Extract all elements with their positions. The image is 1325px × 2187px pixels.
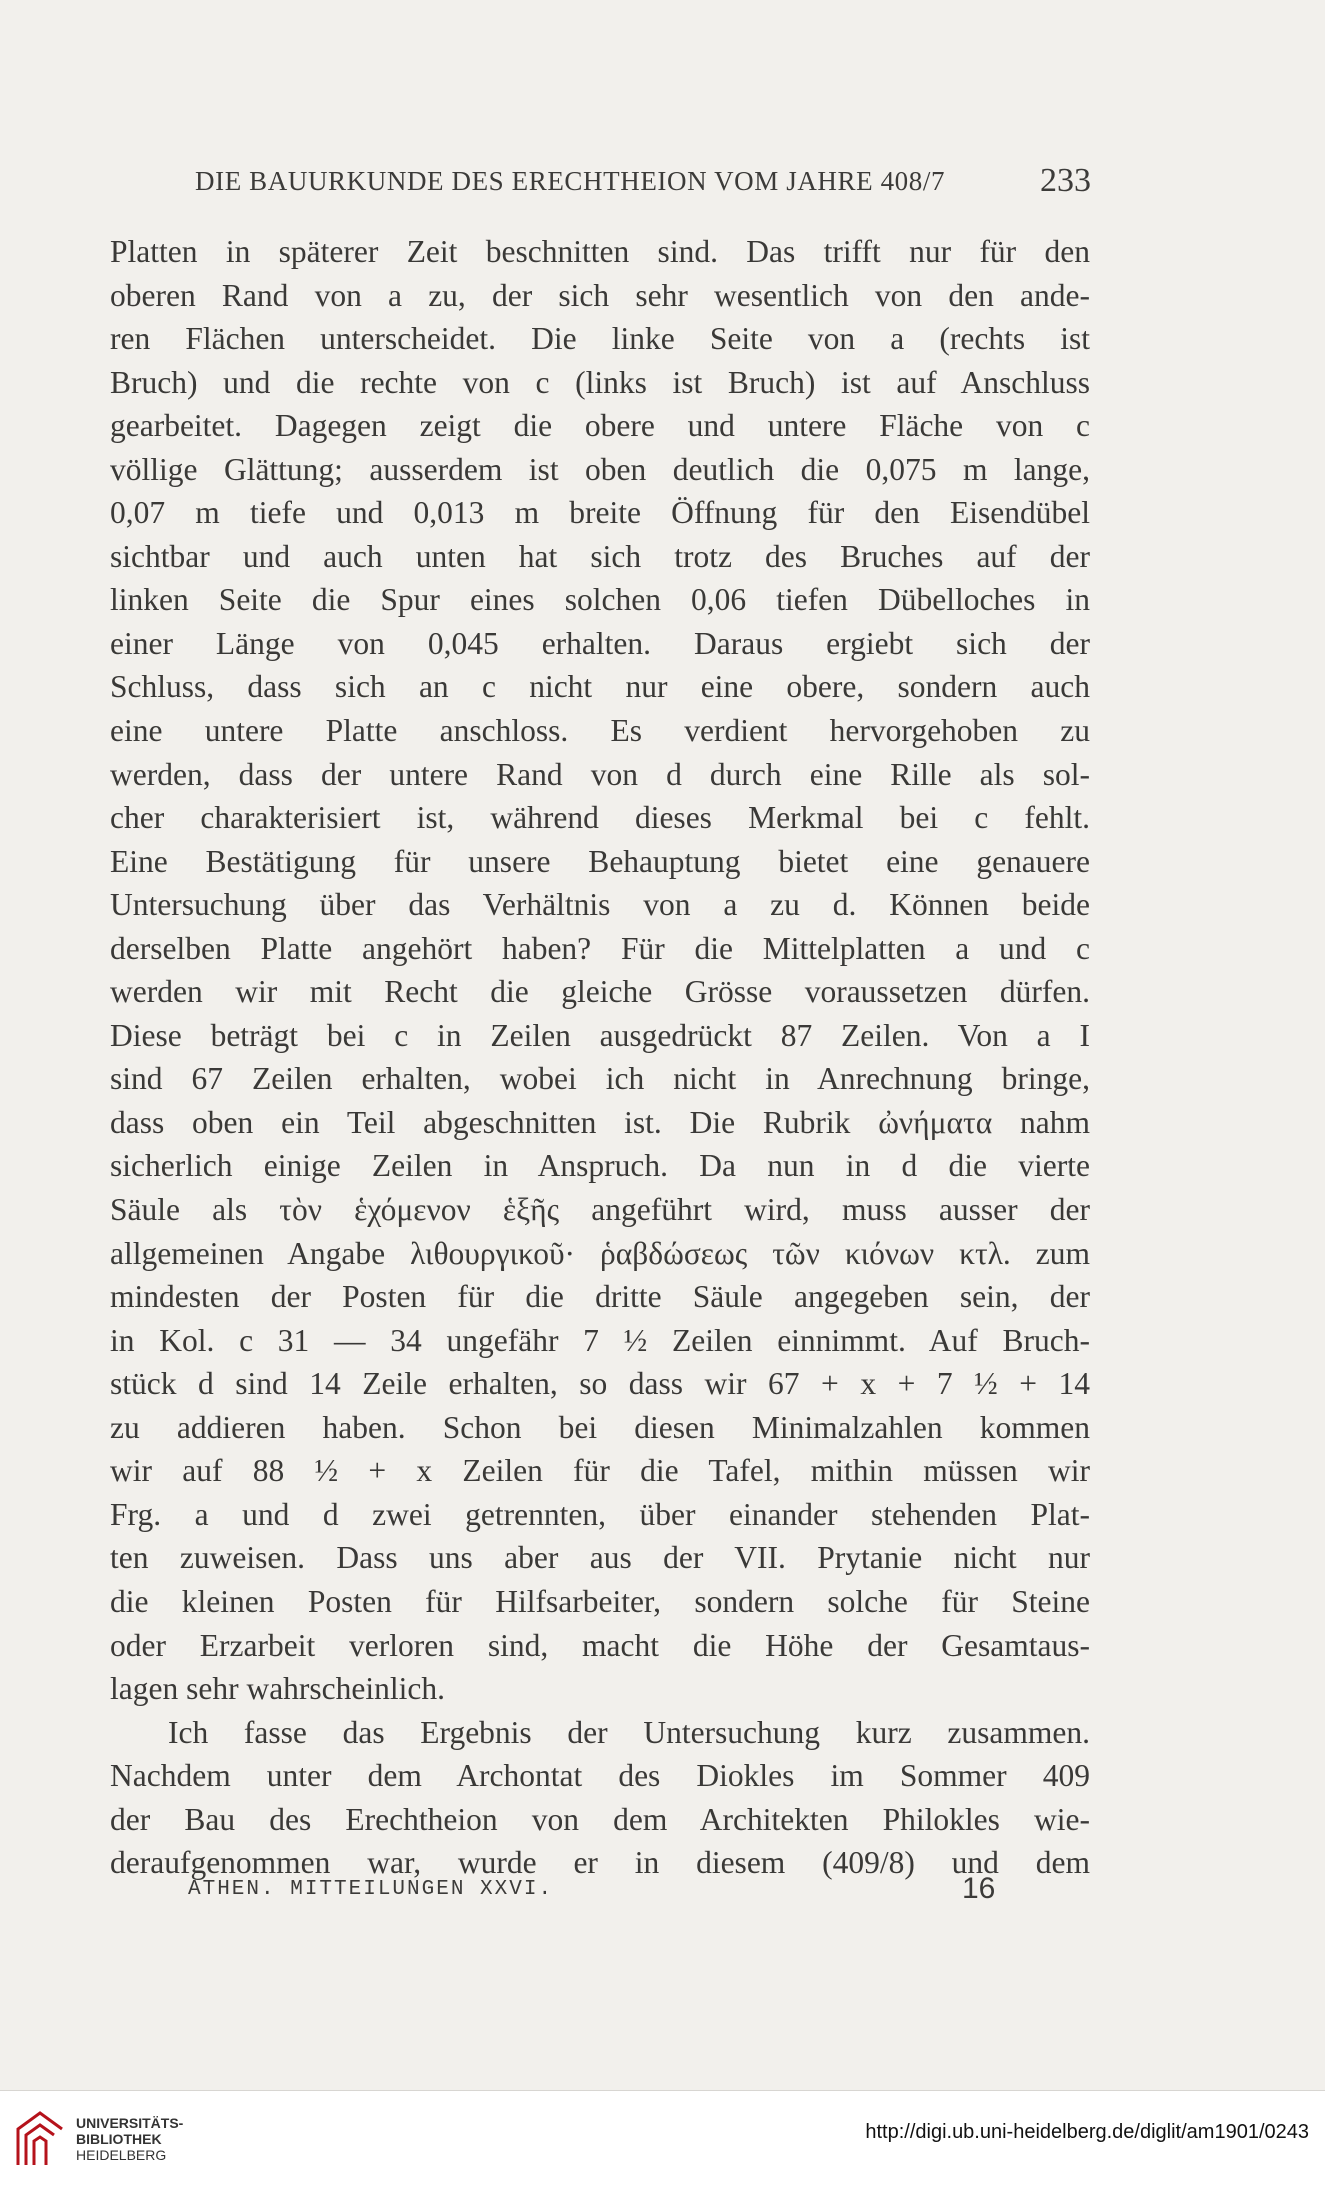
library-name-line2: BIBLIOTHEK bbox=[76, 2131, 162, 2147]
running-title: DIE BAUURKUNDE DES ERECHTHEION VOM JAHRE 408/7 bbox=[195, 166, 946, 196]
text-line: Säule als τὸν ἑχόμενον ἑξῆς angeführt wird, muss ausser der bbox=[110, 1192, 1090, 1228]
text-line: deraufgenommen war, wurde er in diesem (409/8) und dem bbox=[110, 1845, 1090, 1881]
signature-mark: 16 bbox=[962, 1872, 996, 1905]
text-line: derselben Platte angehört haben? Für die Mittelplatten a und c bbox=[110, 930, 1090, 966]
text-line: allgemeinen Angabe λιθουργικοῦ· ῥαβδώσεως τῶν κιόνων κτλ. zum bbox=[110, 1235, 1090, 1271]
text-line: oder Erzarbeit verloren sind, macht die Höhe der Gesamtaus- bbox=[110, 1627, 1090, 1663]
text-line: sichtbar und auch unten hat sich trotz des Bruches auf der bbox=[110, 538, 1090, 574]
text-line: mindesten der Posten für die dritte Säule angegeben sein, der bbox=[110, 1279, 1090, 1315]
text-line: werden wir mit Recht die gleiche Grösse voraussetzen dürfen. bbox=[110, 974, 1090, 1010]
text-line: cher charakterisiert ist, während dieses Merkmal bei c fehlt. bbox=[110, 800, 1090, 836]
text-line: 0,07 m tiefe und 0,013 m breite Öffnung für den Eisendübel bbox=[110, 495, 1090, 531]
text-line: die kleinen Posten für Hilfsarbeiter, sondern solche für Steine bbox=[110, 1583, 1090, 1619]
text-line: Eine Bestätigung für unsere Behauptung bietet eine genauere bbox=[110, 843, 1090, 879]
text-line: Schluss, dass sich an c nicht nur eine obere, sondern auch bbox=[110, 669, 1090, 705]
text-line: wir auf 88 ½ + x Zeilen für die Tafel, mithin müssen wir bbox=[110, 1453, 1090, 1489]
journal-footer: ATHEN. MITTEILUNGEN XXVI. bbox=[188, 1878, 554, 1901]
text-line: in Kol. c 31 — 34 ungefähr 7 ½ Zeilen einnimmt. Auf Bruch- bbox=[110, 1322, 1090, 1358]
text-line: sicherlich einige Zeilen in Anspruch. Da nun in d die vierte bbox=[110, 1148, 1090, 1184]
library-name-line3: HEIDELBERG bbox=[76, 2147, 167, 2163]
library-logo-icon bbox=[14, 2109, 66, 2169]
text-line: sind 67 Zeilen erhalten, wobei ich nicht in Anrechnung bringe, bbox=[110, 1061, 1090, 1097]
text-line: gearbeitet. Dagegen zeigt die obere und untere Fläche von c bbox=[110, 408, 1090, 444]
text-line: der Bau des Erechtheion von dem Architekten Philokles wie- bbox=[110, 1801, 1090, 1837]
text-line: Ich fasse das Ergebnis der Untersuchung kurz zusammen. bbox=[168, 1714, 1090, 1750]
text-line: zu addieren haben. Schon bei diesen Minimalzahlen kommen bbox=[110, 1409, 1090, 1445]
text-line: Untersuchung über das Verhältnis von a zu d. Können beide bbox=[110, 887, 1090, 923]
text-line: linken Seite die Spur eines solchen 0,06 tiefen Dübelloches in bbox=[110, 582, 1090, 618]
permalink-url[interactable]: http://digi.ub.uni-heidelberg.de/diglit/am1901/0243 bbox=[865, 2121, 1309, 2143]
text-line: Bruch) und die rechte von c (links ist Bruch) ist auf Anschluss bbox=[110, 364, 1090, 400]
text-line: ten zuweisen. Dass uns aber aus der VII. Prytanie nicht nur bbox=[110, 1540, 1090, 1576]
text-line: werden, dass der untere Rand von d durch eine Rille als sol- bbox=[110, 756, 1090, 792]
text-line: eine untere Platte anschloss. Es verdient hervorgehoben zu bbox=[110, 713, 1090, 749]
text-line: lagen sehr wahrscheinlich. bbox=[110, 1671, 445, 1707]
library-bar bbox=[0, 2090, 1325, 2187]
text-line: ren Flächen unterscheidet. Die linke Seite von a (rechts ist bbox=[110, 321, 1090, 357]
library-name-line1: UNIVERSITÄTS- bbox=[76, 2115, 184, 2131]
text-line: Frg. a und d zwei getrennten, über einander stehenden Plat- bbox=[110, 1496, 1090, 1532]
text-line: oberen Rand von a zu, der sich sehr wesentlich von den ande- bbox=[110, 277, 1090, 313]
text-line: stück d sind 14 Zeile erhalten, so dass wir 67 + x + 7 ½ + 14 bbox=[110, 1366, 1090, 1402]
text-line: einer Länge von 0,045 erhalten. Daraus ergiebt sich der bbox=[110, 625, 1090, 661]
running-header bbox=[0, 160, 1325, 210]
text-line: Nachdem unter dem Archontat des Diokles im Sommer 409 bbox=[110, 1758, 1090, 1794]
text-line: Platten in späterer Zeit beschnitten sind. Das trifft nur für den bbox=[110, 234, 1090, 269]
text-line: dass oben ein Teil abgeschnitten ist. Die Rubrik ὠνήματα nahm bbox=[110, 1104, 1090, 1140]
body-text bbox=[110, 230, 1090, 1885]
text-line: völlige Glättung; ausserdem ist oben deutlich die 0,075 m lange, bbox=[110, 451, 1090, 487]
page-number: 233 bbox=[1040, 162, 1091, 199]
library-name bbox=[76, 2115, 183, 2163]
text-line: Diese beträgt bei c in Zeilen ausgedrückt 87 Zeilen. Von a I bbox=[110, 1017, 1090, 1053]
